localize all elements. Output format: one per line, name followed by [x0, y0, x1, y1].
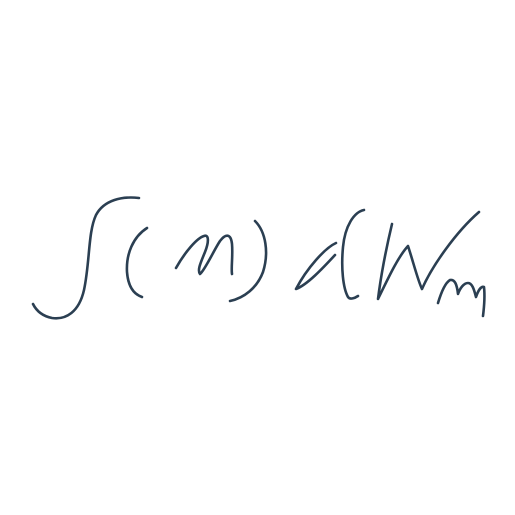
letter-d-bowl-stroke — [296, 243, 336, 289]
letter-d-stem-stroke — [342, 210, 364, 299]
letter-m-stroke — [438, 280, 484, 316]
letter-n-stroke — [176, 236, 232, 274]
integral-sign-stroke — [33, 198, 139, 319]
open-paren-stroke — [127, 228, 147, 297]
close-paren-stroke — [230, 221, 266, 301]
